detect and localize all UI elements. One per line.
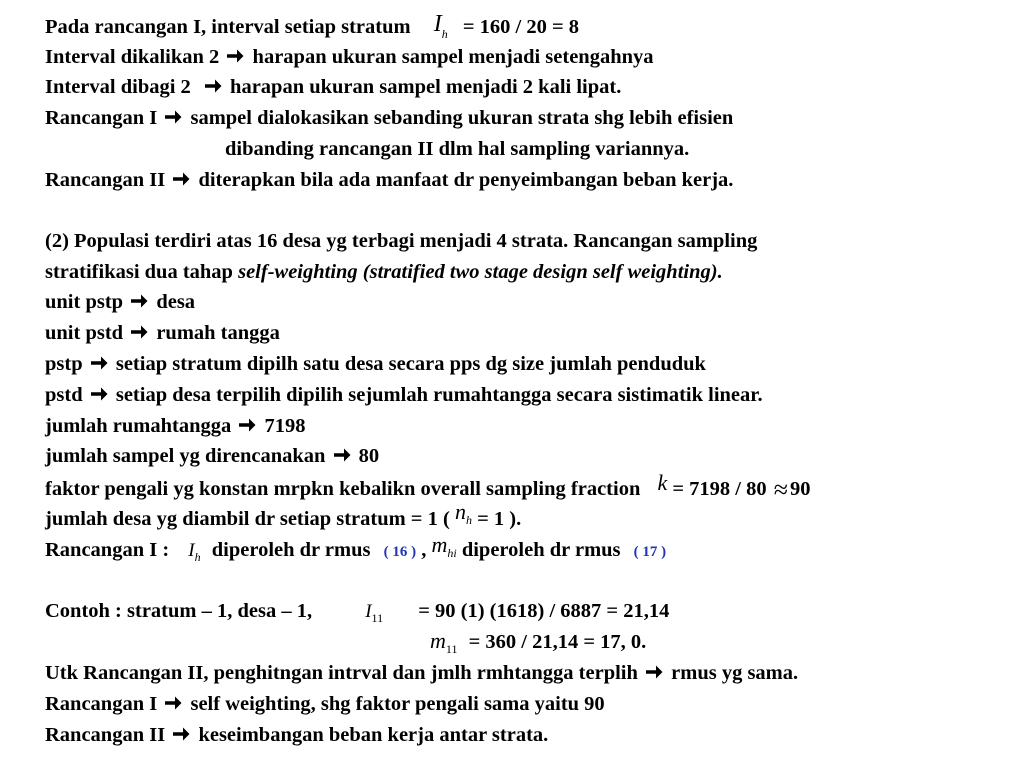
line-value: = 7198 / 80 <box>672 478 767 500</box>
line-text-after-arrow: harapan ukuran sampel menjadi 2 kali lipat. <box>230 76 622 98</box>
line-text: Rancangan I <box>45 107 158 129</box>
math-subscript: hi <box>447 546 457 560</box>
line-text: Interval dikalikan 2 <box>45 46 220 68</box>
line-text: pstd <box>45 384 83 406</box>
right-arrow-icon <box>130 324 148 340</box>
line-text-after-arrow: keseimbangan beban kerja antar strata. <box>198 724 549 746</box>
line-italic-text: self-weighting (stratified two stage design self weighting). <box>238 261 723 283</box>
line-faktor-pengali <box>45 470 811 504</box>
line-text-after-arrow: harapan ukuran sampel menjadi setengahnya <box>252 46 654 68</box>
line-text: Rancangan II <box>45 724 166 746</box>
line-text-after-arrow: self weighting, shg faktor pengali sama yaitu 90 <box>190 693 605 715</box>
math-subscript: h <box>465 513 472 527</box>
line-rancangan-1 <box>45 106 733 130</box>
line-text: Pada rancangan I, interval setiap stratum <box>45 16 411 38</box>
line-rancangan-1-rumus <box>45 532 667 564</box>
right-arrow-icon <box>172 726 190 742</box>
line-m11 <box>430 629 646 656</box>
line-text: diperoleh dr rmus <box>461 539 621 561</box>
line-populasi <box>45 229 757 253</box>
approximately-equal-icon: ≈ <box>773 475 789 504</box>
line-text-after-arrow: 80 <box>358 445 380 467</box>
math-subscript: h <box>441 27 448 41</box>
right-arrow-icon <box>164 695 182 711</box>
math-symbol-m: m <box>431 532 448 557</box>
right-arrow-icon <box>164 109 182 125</box>
math-subscript: 11 <box>445 642 458 656</box>
right-arrow-icon <box>90 355 108 371</box>
line-text: (2) Populasi terdiri atas 16 desa yg terbagi menjadi 4 strata. Rancangan sampling <box>45 230 758 252</box>
line-utk-rancangan-2 <box>45 661 798 685</box>
line-stratum-interval <box>45 11 580 41</box>
right-arrow-icon <box>226 48 244 64</box>
math-symbol-I: I <box>365 601 372 622</box>
line-text-after-arrow: setiap desa terpilih dipilih sejumlah rumahtangga secara sistimatik linear. <box>115 384 763 406</box>
line-text: diperoleh dr rmus <box>211 539 371 561</box>
line-pstp <box>45 352 706 376</box>
line-text: jumlah desa yg diambil dr setiap stratum = 1 ( <box>45 508 450 530</box>
line-text-after-arrow: desa <box>156 291 196 313</box>
line-text: unit pstd <box>45 322 124 344</box>
line-interval-times-two <box>45 45 654 69</box>
math-subscript: h <box>194 550 201 564</box>
line-text-after-arrow: rumah tangga <box>156 322 280 344</box>
line-text: Utk Rancangan II, penghitngan intrval dan jmlh rmhtangga terplih <box>45 662 638 684</box>
math-symbol-I: I <box>188 540 195 561</box>
right-arrow-icon <box>333 447 351 463</box>
line-text: Rancangan I <box>45 693 158 715</box>
line-text-after-arrow: diterapkan bila ada manfaat dr penyeimbangan beban kerja. <box>198 169 734 191</box>
line-text-after-arrow: setiap stratum dipilh satu desa secara pps dg size jumlah penduduk <box>115 353 706 375</box>
line-text: Interval dibagi 2 <box>45 76 191 98</box>
line-jumlah-sampel <box>45 444 379 468</box>
line-value-result: 90 <box>790 478 811 500</box>
math-symbol-k: k <box>657 470 668 495</box>
line-unit-pstd <box>45 321 280 345</box>
comma: , <box>421 539 427 561</box>
line-text: unit pstp <box>45 291 124 313</box>
line-rancangan-2 <box>45 168 733 192</box>
line-text-after-arrow: rmus yg sama. <box>671 662 799 684</box>
line-text: pstp <box>45 353 83 375</box>
right-arrow-icon <box>238 417 256 433</box>
line-jumlah-rumahtangga <box>45 414 305 438</box>
line-text-after-arrow: sampel dialokasikan sebanding ukuran strata shg lebih efisien <box>190 107 734 129</box>
line-text: Rancangan II <box>45 169 166 191</box>
math-symbol-n: n <box>454 499 466 524</box>
line-text-after-arrow: 7198 <box>264 415 306 437</box>
line-stratifikasi <box>45 260 723 284</box>
line-jumlah-desa <box>45 499 522 533</box>
line-interval-divided-two <box>45 75 621 99</box>
right-arrow-icon <box>204 78 222 94</box>
math-subscript: 11 <box>371 611 384 625</box>
line-rancangan-1-self-weighting <box>45 692 605 716</box>
line-contoh <box>45 599 669 625</box>
line-text: Contoh : stratum – 1, desa – 1, <box>45 600 313 622</box>
line-text: jumlah sampel yg direncanakan <box>45 445 326 467</box>
line-value: = 360 / 21,14 = 17, 0. <box>468 631 647 653</box>
line-value: = 160 / 20 = 8 <box>462 16 580 38</box>
line-text: faktor pengali yg konstan mrpkn kebalikn overall sampling fraction <box>45 478 641 500</box>
right-arrow-icon <box>130 293 148 309</box>
line-value: = 90 (1) (1618) / 6887 = 21,14 <box>418 600 670 622</box>
line-value: = 1 ). <box>477 508 522 530</box>
right-arrow-icon <box>172 171 190 187</box>
formula-reference-17: ( 17 ) <box>633 544 667 560</box>
line-text: jumlah rumahtangga <box>45 415 232 437</box>
line-text: Rancangan I : <box>45 539 170 561</box>
line-unit-pstp <box>45 290 195 314</box>
math-symbol-m: m <box>430 628 446 653</box>
right-arrow-icon <box>90 386 108 402</box>
line-text: dibanding rancangan II dlm hal sampling variannya. <box>225 138 690 160</box>
line-rancangan-2-keseimbangan <box>45 723 548 747</box>
right-arrow-icon <box>645 664 663 680</box>
line-pstd <box>45 383 763 407</box>
formula-reference-16: ( 16 ) <box>383 544 417 560</box>
math-symbol-I: I <box>433 11 442 37</box>
line-rancangan-1-continued <box>225 137 689 161</box>
line-text: stratifikasi dua tahap <box>45 261 233 283</box>
